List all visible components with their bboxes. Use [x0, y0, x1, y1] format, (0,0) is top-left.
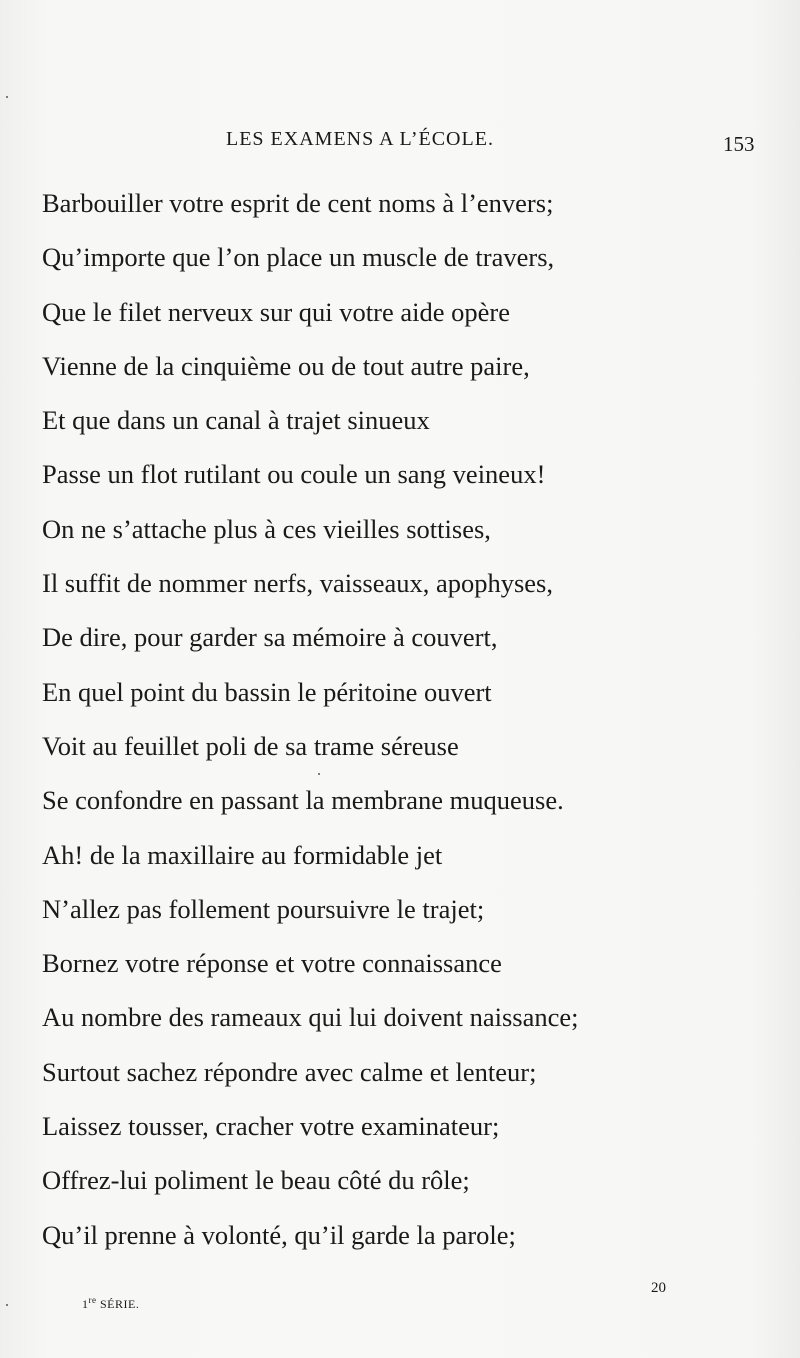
ink-speck: [6, 1304, 8, 1306]
verse-line: Au nombre des rameaux qui lui doivent naissance;: [42, 1002, 579, 1033]
verse-line: Qu’il prenne à volonté, qu’il garde la parole;: [42, 1219, 516, 1250]
verse-line: Surtout sachez répondre avec calme et lenteur;: [42, 1056, 537, 1087]
running-head: [0, 128, 800, 164]
verse-line: Qu’importe que l’on place un muscle de travers,: [42, 242, 555, 273]
ink-speck: [6, 96, 8, 98]
running-title: LES EXAMENS A L’ÉCOLE.: [226, 128, 494, 150]
verse-line: Et que dans un canal à trajet sinueux: [42, 405, 430, 436]
verse-line: Laissez tousser, cracher votre examinateur;: [42, 1111, 500, 1142]
signature-prefix: 1: [82, 1297, 89, 1311]
verse-line: Que le filet nerveux sur qui votre aide opère: [42, 296, 510, 327]
page-number: 153: [723, 132, 755, 156]
verse-line: Ah! de la maxillaire au formidable jet: [42, 839, 443, 870]
verse-line: En quel point du bassin le péritoine ouvert: [42, 676, 492, 707]
verse-line: Passe un flot rutilant ou coule un sang veineux!: [42, 459, 546, 490]
verse-line: N’allez pas follement poursuivre le trajet;: [42, 893, 485, 924]
verse-line: Vienne de la cinquième ou de tout autre paire,: [42, 350, 530, 381]
signature-suffix: re: [88, 1295, 97, 1305]
verse-line: Barbouiller votre esprit de cent noms à l’envers;: [42, 188, 554, 218]
verse-line: De dire, pour garder sa mémoire à couvert,: [42, 622, 498, 653]
signature-number: 20: [651, 1280, 666, 1296]
verse-line: Se confondre en passant la membrane muqueuse.: [42, 785, 564, 816]
verse-line: Bornez votre réponse et votre connaissance: [42, 948, 502, 979]
verse-line: Il suffit de nommer nerfs, vaisseaux, apophyses,: [42, 568, 553, 599]
signature-mark: [82, 1295, 139, 1312]
verse-block: [42, 176, 782, 1262]
verse-line: Offrez-lui poliment le beau côté du rôle;: [42, 1165, 470, 1196]
signature-label: SÉRIE.: [100, 1297, 140, 1311]
verse-line: Voit au feuillet poli de sa trame séreuse: [42, 730, 459, 761]
verse-line: On ne s’attache plus à ces vieilles sottises,: [42, 513, 491, 544]
